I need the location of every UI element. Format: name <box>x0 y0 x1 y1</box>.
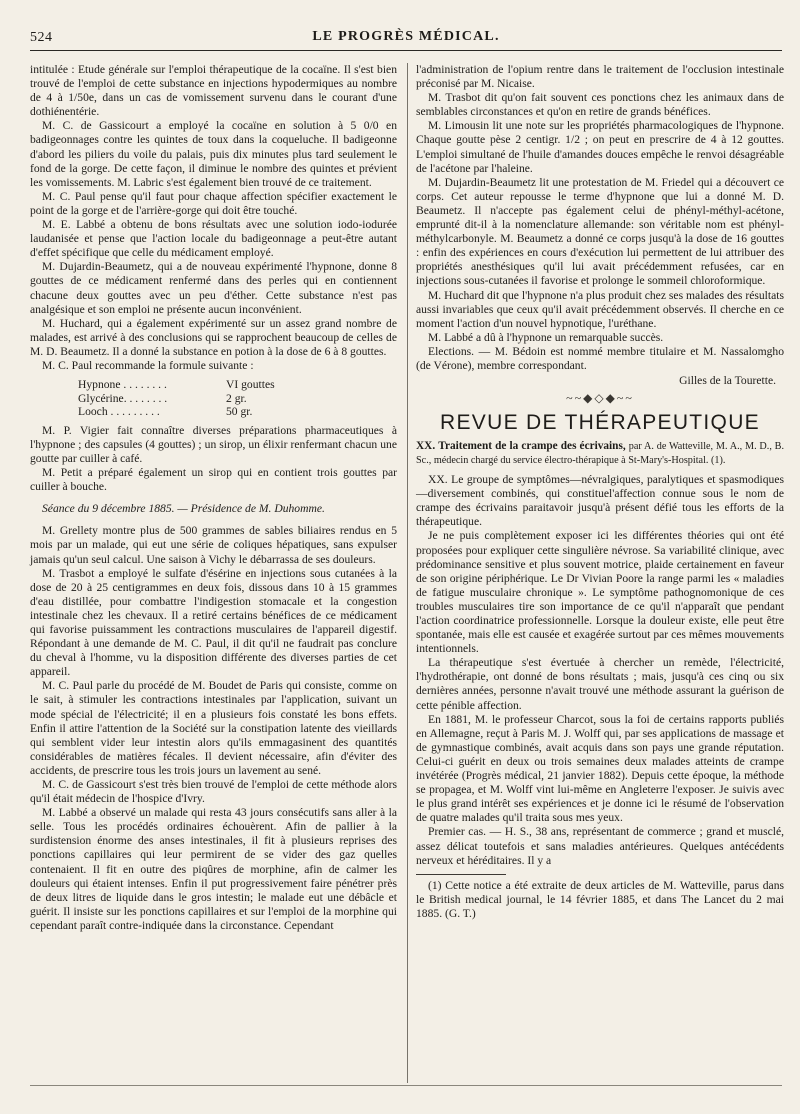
footnote: (1) Cette notice a été extraite de deux articles de M. Watteville, parus dans le British medical journal, le 14 février 1885, et dans The Lancet du 2 mai 1885. (G. T.) <box>416 878 784 920</box>
paragraph: M. Dujardin-Beaumetz lit une protestation de M. Friedel qui a découvert ce corps. Cet auteur repousse le terme d'hypnone que lui a donné M. D. Beaumetz. Il n'accepte pas également celui de phényl-méthyl-acétone, emprunté dit-il à la nomenclature allemande: son véritable nom est phényl-méthylcarbonyle. M. Beaumetz a donné ce corps jusqu'à la dose de 16 gouttes : enfin des expériences en cours d'exécution lui permettent de lui attribuer des propriétés anesthésiques qu'il lui avait précédemment refusées, car en injections sous-cutanées il favorise et prolonge le sommeil chloroformique. <box>416 175 784 288</box>
paragraph: M. Trasbot a employé le sulfate d'ésérine en injections sous cutanées à la dose de 20 à 25 centigrammes en deux fois, dissous dans 10 à 15 grammes d'eau distillée, pour combattre l'indigestion stomacale et la congestion intestinale chez les chevaux. Il a retiré certains bénéfices de ce médicament qui favorise puissamment les contractions musculaires de l'appareil digestif. Répondant à une demande de M. C. Paul, il dit qu'il ne faudrait pas conclure du cheval à l'homme, vu la disposition différente des diverses parties de cet appareil. <box>30 566 397 679</box>
session-heading: Séance du 9 décembre 1885. — Présidence de M. Duhomme. <box>42 502 325 516</box>
ornamental-divider: ~~◆◇◆~~ <box>566 391 634 406</box>
paragraph: M. Labbé a observé un malade qui resta 43 jours consécutifs sans aller à la selle. Tous les procédés ordinaires échouèrent. Afin de pallier à la surdistension énorme des anses intestinales, il fit à plusieurs reprises des ponctions capillaires qui leur permirent de se vider des gaz quelles contenaient. Il fit en outre des piqûres de morphine, afin de calmer les douleurs qui étaient intenses. Enfin il put progressivement faire pénétrer près de deux litres de liquide dans le gros intestin; le malade eut une débâcle et guérit. Il insiste sur les ponctions capillaires et sur l'emploi de la morphine qui cependant paraît contre-indiquée dans la circonstance. Cependant <box>30 806 397 932</box>
author-signature: Gilles de la Tourette. <box>679 374 776 388</box>
paragraph: M. C. de Gassicourt a employé la cocaïne en solution à 5 0/0 en badigeonnages contre les quintes de toux dans la coqueluche. Il badigeonne d'abord les piliers du voile du palais, puis dix minutes plus tard seulement le fond de la gorge. De cette façon, il diminue le nombre des quintes et prévient les vomissements. M. Labric s'est également bien trouvé de ce traitement. <box>30 119 397 189</box>
paragraph: M. C. de Gassicourt s'est très bien trouvé de l'emploi de cette méthode alors qu'il était médecin de l'hospice d'Ivry. <box>30 778 397 806</box>
footnote-rule <box>416 874 506 875</box>
paragraph: intitulée : Etude générale sur l'emploi thérapeutique de la cocaïne. Il s'est bien trouvé de l'emploi de cette substance en injections hypodermiques au nombre de 4 à 1/50e, dans un cas de vomissement survenu dans le courant d'une dothiénentérie. <box>30 63 397 119</box>
paragraph: La thérapeutique s'est évertuée à chercher un remède, l'électricité, l'hydrothérapie, ont donné de bons résultats ; mais, jusqu'à ces cinq ou six dernières années, personne n'avait trouvé une méthode assurant la guérison de cette pénible affection. <box>416 656 784 712</box>
paragraph: M. Grellety montre plus de 500 grammes de sables biliaires rendus en 5 mois par un malade, qui eut une série de coliques hépatiques, sans expulser jamais qu'un seul calcul. Une saison à Vichy le débarrassa de ses douleurs. <box>30 524 397 566</box>
paragraph: M. Trasbot dit qu'on fait souvent ces ponctions chez les animaux dans de semblables circonstances et qu'on en retire de grands bénéfices. <box>416 91 784 119</box>
ingredient-name: Hypnone . . . . . . . . <box>78 378 167 392</box>
section-title: REVUE DE THÉRAPEUTIQUE <box>440 411 760 435</box>
ingredient-name: Glycérine. . . . . . . . <box>78 391 168 405</box>
prescription-formula <box>30 378 397 419</box>
column-divider <box>407 63 408 1083</box>
paragraph: Elections. — M. Bédoin est nommé membre titulaire et M. Nassalomgho (de Vérone), membre correspondant. <box>416 344 784 372</box>
paragraph: M. Dujardin-Beaumetz, qui a de nouveau expérimenté l'hypnone, donne 8 gouttes de ce médicament renfermé dans des perles qui en contiennent chacune deux gouttes avec un peu d'éther. Cette substance n'est pas analgésique et son emploi ne présente aucun inconvénient. <box>30 260 397 316</box>
journal-title: LE PROGRÈS MÉDICAL. <box>312 29 500 44</box>
article-heading <box>416 440 784 467</box>
formula-row <box>30 392 397 406</box>
ingredient-quantity: VI gouttes <box>226 378 275 392</box>
paragraph: M. Limousin lit une note sur les propriétés pharmacologiques de l'hypnone. Chaque goutte pèse 2 centigr. 1/2 ; on peut en prescrire de 4 à 12 gouttes. L'emploi simultané de l'huile d'amandes douces empêche le renvoi désagréable de l'acétone par l'haleine. <box>416 119 784 175</box>
paragraph: M. Huchard, qui a également expérimenté sur un assez grand nombre de malades, est arrivé à des conclusions qui se rapprochent beaucoup de celles de M. D. Beaumetz. Il a donné la substance en potion à la dose de 6 à 8 gouttes. <box>30 316 397 358</box>
ingredient-quantity: 2 gr. <box>226 391 247 405</box>
paragraph: M. Petit a préparé également un sirop qui en contient trois gouttes par cuiller à bouche. <box>30 466 397 494</box>
paragraph: l'administration de l'opium rentre dans le traitement de l'occlusion intestinale préconisé par M. Nicaise. <box>416 63 784 91</box>
running-head <box>30 28 782 51</box>
article-number: XX. <box>416 440 436 453</box>
ingredient-name: Looch . . . . . . . . . <box>78 405 160 419</box>
paragraph: M. C. Paul parle du procédé de M. Boudet de Paris qui consiste, comme on le sait, à stimuler les contractions intestinales par l'application, suivant un mode spécial de l'électricité; il en a plusieurs fois constaté les bons effets. Enfin il attire l'attention de la Société sur la constipation latente des vieillards qui semblent vider leur intestin alors qu'ils emmagasinent des quantités considérables de matières fécales. Il devient nécessaire, afin d'éviter des accidents, de prescrire tous les trois jours un lavement au sené. <box>30 679 397 777</box>
formula-row <box>30 378 397 392</box>
paragraph: Je ne puis complètement exposer ici les différentes théories qui ont été proposées pour expliquer cette singulière névrose. Sa variabilité clinique, avec prédominance sensitive et plus souvent motrice, plaide certainement en faveur de son origine périphérique. Le Dr Vivian Poore la range parmi les « maladies de fatigue musculaire chronique ». Le symptôme pathognomonique de ces troubles musculaires tire son importance de ce qu'il n'apparaît que pendant l'action coordinatrice professionnelle. Lorsque la douleur existe, elle peut être spontanée, mais elle est causée et exagérée surtout par ces mêmes mouvements intentionnels. <box>416 529 784 656</box>
paragraph: M. Huchard dit que l'hypnone n'a plus produit chez ses malades des résultats aussi invariables que ceux qu'il avait précédemment observés. Il cherche en ce moment l'action d'un nouvel hypnotique, l'uréthane. <box>416 288 784 330</box>
paragraph: En 1881, M. le professeur Charcot, sous la foi de certains rapports publiés en Allemagne, reçut à Paris M. J. Wolff qui, par ses applications de massage et de gymnastique combinés, avait acquis dans son pays une grande réputation. Celui-ci guérit en deux ou trois semaines deux malades atteints de crampe invétérée (Progrès médical, 21 janvier 1882). Depuis cette époque, la méthode se propagea, et M. Wolff vint lui-même en Angleterre l'exposer. Je suivis avec le plus grand intérêt ses expériences et je donne ici le résumé de l'observation de quatre malades qu'il traita sous mes yeux. <box>416 712 784 825</box>
article-title: Traitement de la crampe des écrivains, <box>438 440 626 453</box>
right-column <box>416 63 784 921</box>
paragraph: M. P. Vigier fait connaître diverses préparations pharmaceutiques à l'hypnone ; des capsules (4 gouttes) ; un sirop, un élixir renfermant chacun une goutte par cuiller à café. <box>30 423 397 466</box>
paragraph: M. C. Paul recommande la formule suivante : <box>42 358 254 372</box>
formula-row <box>30 405 397 419</box>
bottom-rule <box>30 1085 782 1086</box>
left-column <box>30 63 397 933</box>
ingredient-quantity: 50 gr. <box>226 405 253 419</box>
paragraph: M. E. Labbé a obtenu de bons résultats avec une solution iodo-iodurée laudanisée et pense que l'action locale du badigeonnage a peut-être autant d'effet spécifique que celle du médicament employé. <box>30 218 397 260</box>
paragraph: Premier cas. — H. S., 38 ans, représentant de commerce ; grand et musclé, assez délicat toutefois et sans maladies antérieures. Quelques antécédents nerveux et héréditaires. Il y a <box>416 825 784 867</box>
paragraph: M. Labbé a dû à l'hypnone un remarquable succès. <box>428 330 664 344</box>
paragraph: M. C. Paul pense qu'il faut pour chaque affection spécifier exactement le point de la gorge et de l'arrière-gorge qui doit être touché. <box>30 189 397 217</box>
paragraph: XX. Le groupe de symptômes—névralgiques, paralytiques et spasmodiques—diversement combinés, qui constituel'affection connue sous le nom de crampe des écrivains paraitavoir jusqu'à présent défié tous les efforts de la thérapeutique. <box>416 473 784 529</box>
article-author: par A. de Watteville, M. A., M. D., B. Sc., médecin chargé du service électro-thérapique à St-Mary's-Hospital. (1). <box>416 441 785 466</box>
page-number: 524 <box>30 30 53 45</box>
